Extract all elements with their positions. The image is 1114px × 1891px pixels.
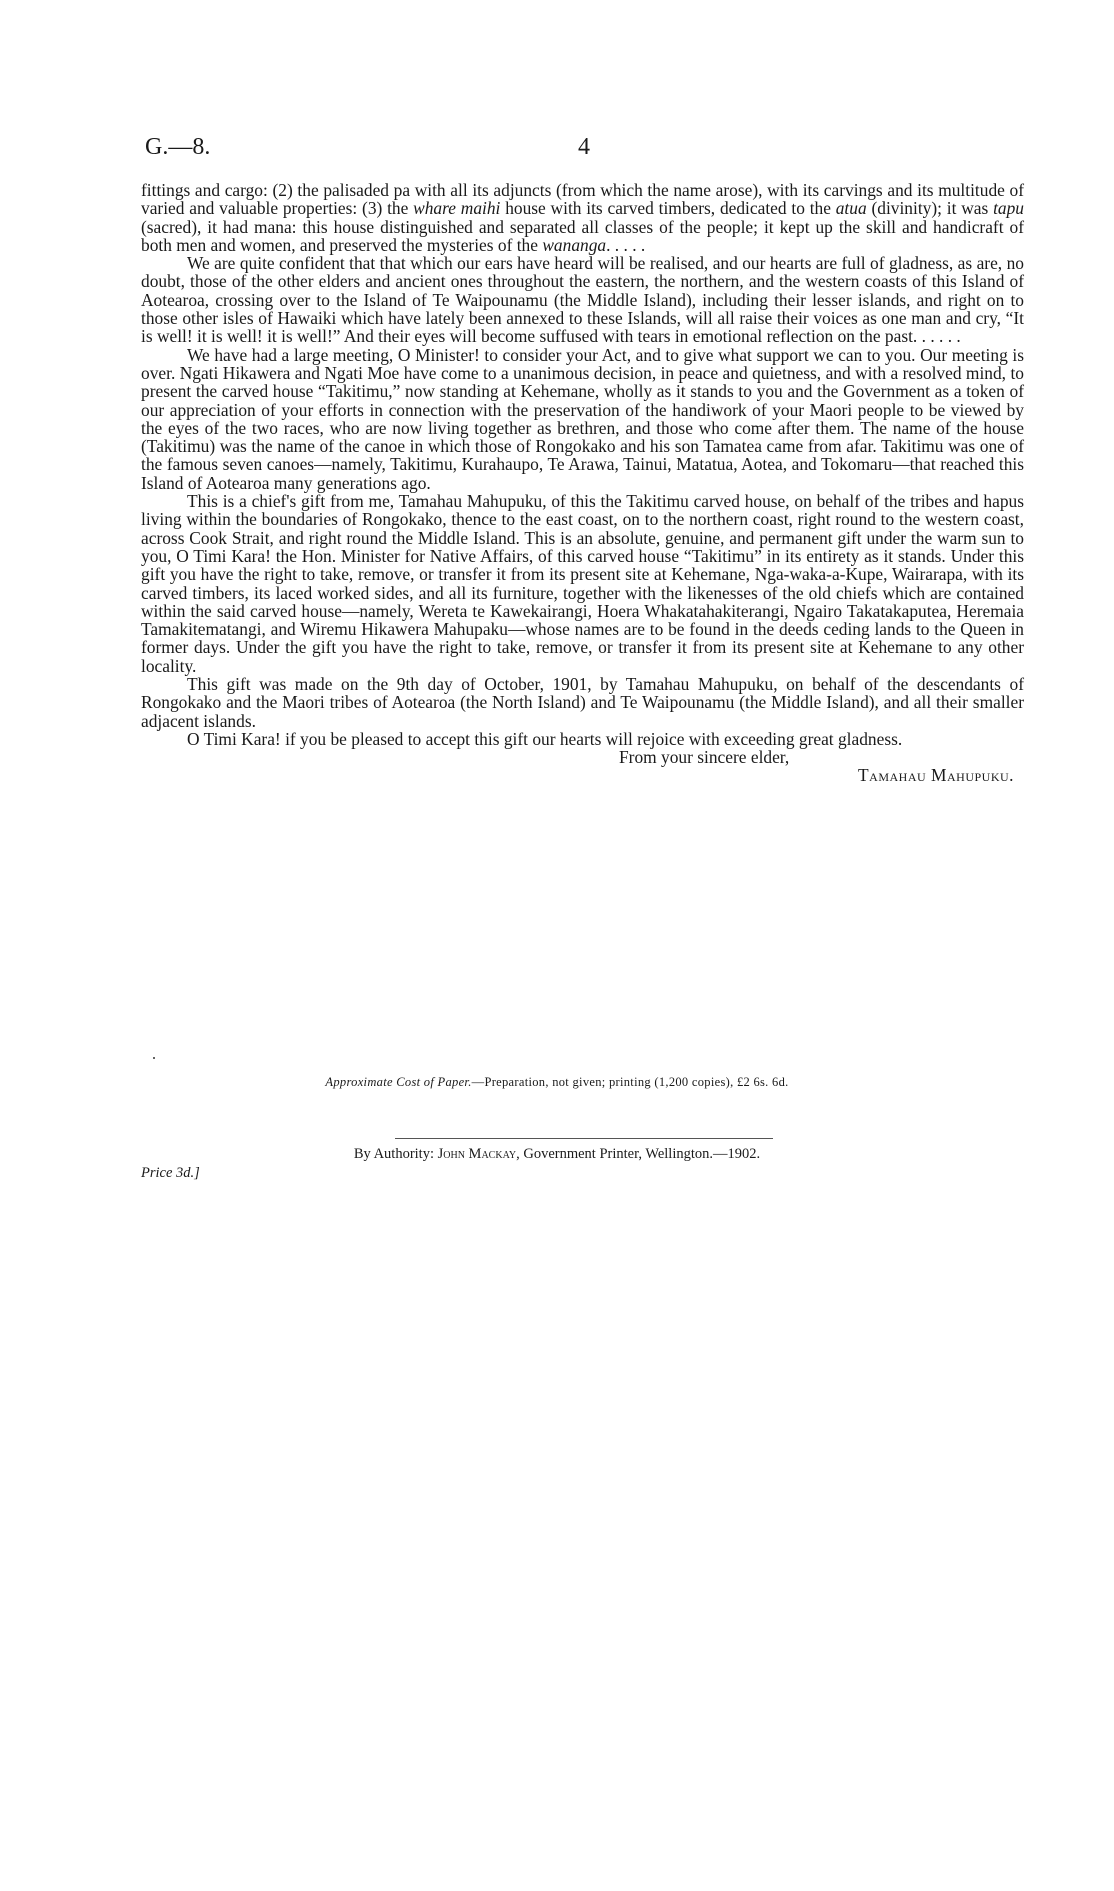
page-header <box>145 134 965 164</box>
printer-authority: By Authority: John Mackay, Government Printer, Wellington.—1902. <box>353 1146 761 1162</box>
signature: Tamahau Mahupuku. <box>858 765 1014 786</box>
body-text <box>141 181 1024 784</box>
paragraph-2: We are quite confident that that which our ears have heard will be realised, and our hearts are full of gladness, as are, no doubt, those of the other elders and ancient ones throughout the eastern, the northern, and the western coasts of this Island of Aotearoa, crossing over to the Island of Te Waipounamu (the Middle Island), including their lesser islands, and right on to those other isles of Hawaiki which have lately been annexed to these Islands, will all raise their voices as one man and cry, “It is well! it is well! it is well!” And their eyes will become suffused with tears in emotional reflection on the past. . . . . . <box>141 253 1024 347</box>
paragraph-1: fittings and cargo: (2) the palisaded pa with all its adjuncts (from which the name arose), with its carvings and its multitude of varied and valuable properties: (3) the whare maihi house with its carved timbers, dedicated to the atua (divinity); it was tapu (sacred), it had mana: this house distinguished and separated all classes of the people; it kept up the skill and handicraft of both men and women, and preserved the mysteries of the wananga. . . . . <box>141 180 1024 255</box>
cost-note: Approximate Cost of Paper.—Preparation, not given; printing (1,200 copies), £2 6s. 6d. <box>325 1075 789 1089</box>
closing-block <box>141 748 1024 784</box>
paragraph-6: O Timi Kara! if you be pleased to accept this gift our hearts will rejoice with exceeding great gladness. <box>187 728 903 749</box>
footer-rule <box>395 1138 773 1139</box>
closing-salutation: From your sincere elder, <box>619 747 790 768</box>
paragraph-3: We have had a large meeting, O Minister! to consider your Act, and to give what support we can to you. Our meeting is over. Ngati Hikawera and Ngati Moe have come to a unanimous decision, in peace and quietness, and with a resolved mind, to present the carved house “Takitimu,” now standing at Kehemane, wholly as it stands to you and the Government as a token of our appreciation of your efforts in connection with the preservation of the handiwork of your Maori people to be viewed by the eyes of the two races, who are now living together as brethren, and those who come after them. The name of the house (Takitimu) was the name of the canoe in which those of Rongokako and his son Tamatea came from afar. Takitimu was one of the famous seven canoes—namely, Takitimu, Kurahaupo, Te Arawa, Tainui, Matatua, Aotea, and Tokomaru—that reached this Island of Aotearoa many generations ago. <box>141 344 1024 493</box>
page-code: G.—8. <box>145 134 211 160</box>
page-number: 4 <box>578 134 590 160</box>
price-note: Price 3d.] <box>141 1165 200 1181</box>
paragraph-5: This gift was made on the 9th day of October, 1901, by Tamahau Mahupuku, on behalf of the descendants of Rongokako and the Maori tribes of Aotearoa (the North Island) and Te Waipounamu (the Middle Island), and all their smaller adjacent islands. <box>141 674 1024 731</box>
print-speck <box>153 1057 155 1059</box>
paragraph-4: This is a chief's gift from me, Tamahau Mahupuku, of this the Takitimu carved house, on behalf of the tribes and hapus living within the boundaries of Rongokako, thence to the east coast, on to the northern coast, right round to the western coast, across Cook Strait, and right round the Middle Island. This is an absolute, genuine, and permanent gift under the warm sun to you, O Timi Kara! the Hon. Minister for Native Affairs, of this carved house “Takitimu” in its entirety as it stands. Under this gift you have the right to take, remove, or transfer it from its present site at Kehemane, Nga-waka-a-Kupe, Wairarapa, with its carved timbers, its laced worked sides, and all its furniture, together with the likenesses of the old chiefs which are contained within the said carved house—namely, Wereta te Kawekairangi, Hoera Whakatahakiterangi, Ngairo Takatakaputea, Heremaia Tamakitematangi, and Wiremu Hikawera Mahupaku—whose names are to be found in the deeds ceding lands to the Queen in former days. Under the gift you have the right to take, remove, or transfer it from its present site at Kehemane to any other locality. <box>141 491 1024 676</box>
